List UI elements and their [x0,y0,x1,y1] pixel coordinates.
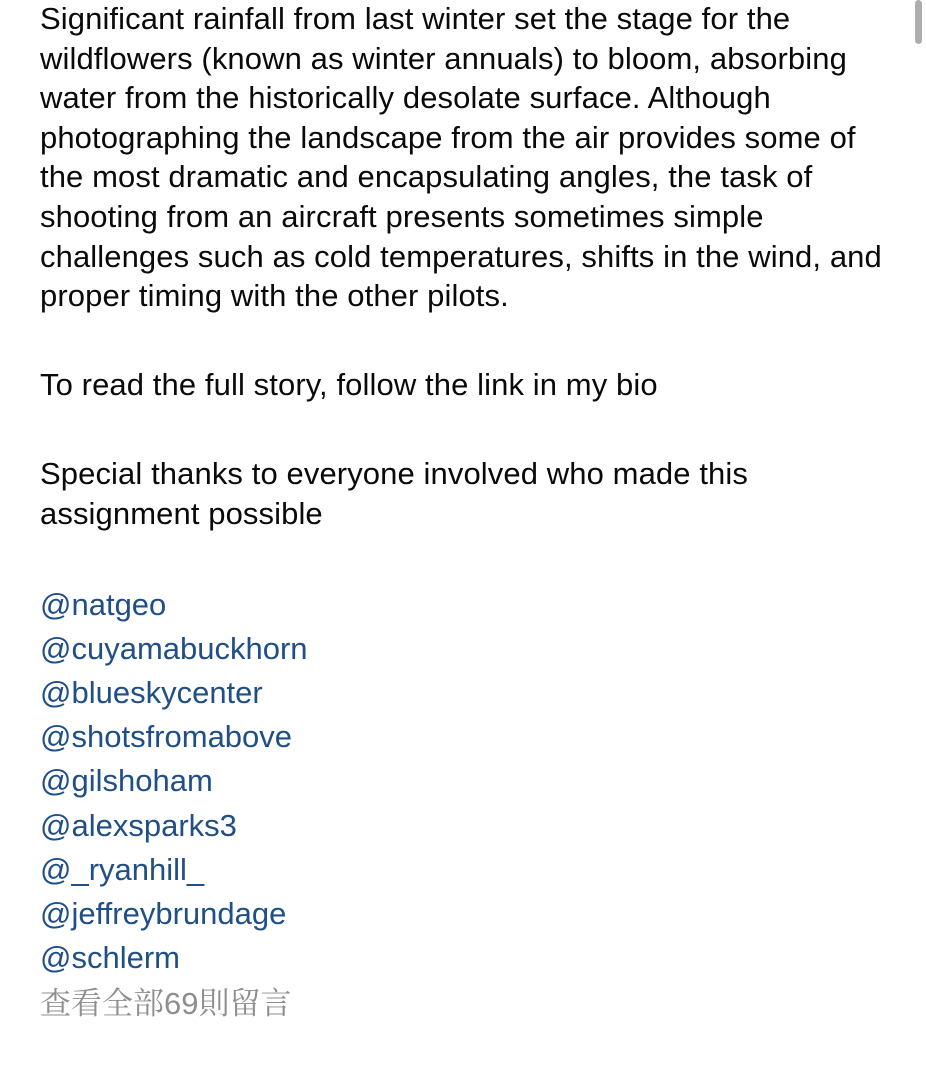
mention-link[interactable]: @blueskycenter [40,674,263,710]
mention-link[interactable]: @alexsparks3 [40,807,237,843]
mention-link[interactable]: @schlerm [40,940,180,976]
mention-link[interactable]: @jeffreybrundage [40,895,287,931]
caption-paragraph: To read the full story, follow the link in my bio [40,366,658,402]
scrollbar[interactable] [915,0,922,44]
caption-paragraph: Special thanks to everyone involved who made this assignment possible [40,456,748,531]
mention-link[interactable]: @_ryanhill_ [40,851,205,887]
mention-link[interactable]: @shotsfromabove [40,719,293,755]
mention-link[interactable]: @gilshoham [40,763,213,799]
caption-paragraph: Significant rainfall from last winter set the stage for the wildflowers (known as winter annuals) to bloom, absorbing water from the historically desolate surface. Although photographing the landscape from the air provides some of the most dramatic and encapsulating angles, the task of shooting from an aircraft presents sometimes simple challenges such as cold temperatures, shifts in the wind, and proper timing with the other pilots. [40,1,882,314]
mention-list [40,583,900,981]
view-all-comments-link[interactable]: 查看全部69則留言 [40,986,292,1022]
mention-link[interactable]: @natgeo [40,586,167,622]
mention-link[interactable]: @cuyamabuckhorn [40,630,308,666]
post-caption [40,0,900,1026]
